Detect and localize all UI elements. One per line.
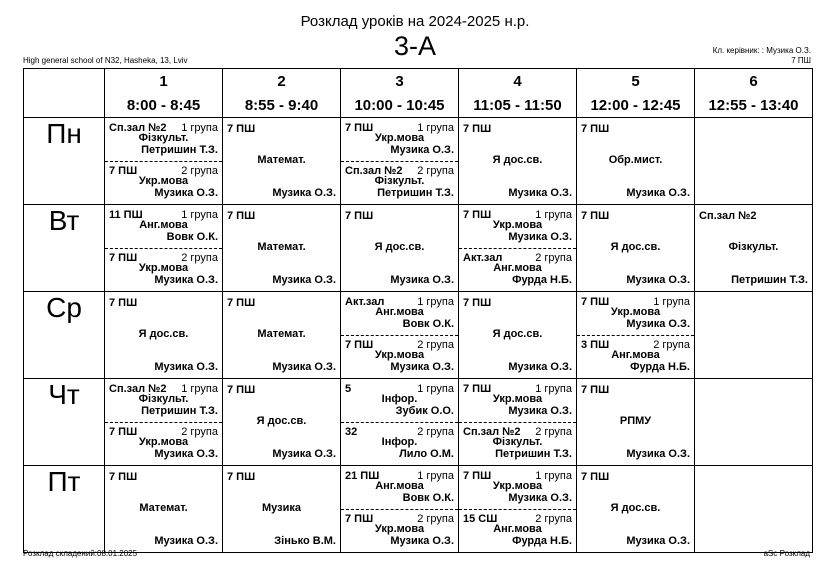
subject-label: Анг.мова bbox=[139, 219, 188, 231]
teacher-label: Музика О.З. bbox=[272, 187, 336, 199]
teacher-label: Фурда Н.Б. bbox=[512, 274, 572, 286]
subject-label: Інфор. bbox=[381, 436, 418, 448]
day-row bbox=[24, 205, 813, 292]
room-label: Сп.зал №2 bbox=[345, 165, 403, 177]
room-label: Акт.зал bbox=[345, 296, 385, 308]
group-lesson-bottom bbox=[105, 161, 222, 203]
teacher-label: Музика О.З. bbox=[390, 274, 454, 286]
period-number: 4 bbox=[513, 73, 522, 90]
day-row bbox=[24, 118, 813, 205]
group-lesson-bottom bbox=[459, 422, 576, 464]
group-lesson-top bbox=[459, 379, 576, 423]
teacher-label: Петришин Т.З. bbox=[495, 448, 572, 460]
group-label: 1 група bbox=[417, 296, 454, 308]
teacher-label: Музика О.З. bbox=[154, 187, 218, 199]
teacher-label: Музика О.З. bbox=[154, 535, 218, 547]
group-lesson-bottom bbox=[341, 335, 458, 377]
group-lesson-bottom bbox=[341, 422, 458, 464]
group-label: 1 група bbox=[181, 209, 218, 221]
lesson-cell bbox=[105, 292, 223, 379]
subject-label: Анг.мова bbox=[493, 262, 542, 274]
teacher-label: Музика О.З. bbox=[390, 535, 454, 547]
period-number: 6 bbox=[749, 73, 758, 90]
full-lesson bbox=[223, 205, 340, 291]
period-time: 12:55 - 13:40 bbox=[708, 97, 799, 114]
full-lesson bbox=[223, 292, 340, 378]
room-label: 7 ПШ bbox=[463, 470, 492, 482]
room-label: Сп.зал №2 bbox=[109, 122, 167, 134]
subject-label: Фізкульт. bbox=[374, 175, 425, 187]
room-label: 7 ПШ bbox=[227, 384, 256, 396]
full-lesson bbox=[223, 118, 340, 204]
subject-label: Укр.мова bbox=[610, 306, 661, 318]
group-label: 1 група bbox=[417, 383, 454, 395]
class-room-label: 7 ПШ bbox=[791, 56, 811, 65]
lesson-cell bbox=[223, 205, 341, 292]
subject-label: Інфор. bbox=[381, 393, 418, 405]
empty-lesson-cell bbox=[695, 118, 813, 205]
subject-label: Анг.мова bbox=[375, 306, 424, 318]
group-label: 2 група bbox=[653, 339, 690, 351]
empty-lesson-cell bbox=[695, 292, 813, 379]
lesson-cell bbox=[341, 205, 459, 292]
group-label: 2 група bbox=[181, 252, 218, 264]
day-name: Ср bbox=[24, 292, 105, 379]
group-lesson-top bbox=[105, 379, 222, 423]
lesson-cell bbox=[459, 466, 577, 553]
group-lesson-top bbox=[341, 466, 458, 510]
group-lesson-bottom bbox=[577, 335, 694, 377]
room-label: 7 ПШ bbox=[109, 471, 138, 483]
group-label: 2 група bbox=[181, 426, 218, 438]
period-number: 1 bbox=[159, 73, 168, 90]
room-label: 7 ПШ bbox=[581, 210, 610, 222]
subject-label: Анг.мова bbox=[375, 480, 424, 492]
subject-label: Укр.мова bbox=[138, 262, 189, 274]
corner-cell bbox=[24, 69, 105, 118]
room-label: Сп.зал №2 bbox=[109, 383, 167, 395]
room-label: 7 ПШ bbox=[581, 296, 610, 308]
subject-label: Обр.мист. bbox=[608, 154, 663, 166]
full-lesson bbox=[577, 118, 694, 204]
day-name: Вт bbox=[24, 205, 105, 292]
split-lesson bbox=[105, 379, 222, 465]
period-time: 12:00 - 12:45 bbox=[590, 97, 681, 114]
room-label: 7 ПШ bbox=[581, 471, 610, 483]
teacher-label: Музика О.З. bbox=[508, 231, 572, 243]
group-lesson-bottom bbox=[459, 248, 576, 290]
period-time: 11:05 - 11:50 bbox=[473, 97, 562, 114]
teacher-label: Музика О.З. bbox=[508, 187, 572, 199]
lesson-cell bbox=[105, 379, 223, 466]
room-label: 7 ПШ bbox=[227, 210, 256, 222]
teacher-label: Музика О.З. bbox=[390, 361, 454, 373]
room-label: 7 ПШ bbox=[463, 297, 492, 309]
period-header bbox=[341, 69, 459, 118]
group-label: 1 група bbox=[417, 122, 454, 134]
group-label: 2 група bbox=[535, 426, 572, 438]
lesson-cell bbox=[341, 379, 459, 466]
lesson-cell bbox=[577, 292, 695, 379]
subject-label: РПМУ bbox=[619, 415, 652, 427]
room-label: 7 ПШ bbox=[109, 252, 138, 264]
teacher-label: Музика О.З. bbox=[154, 361, 218, 373]
teacher-label: Вовк О.К. bbox=[402, 318, 454, 330]
split-lesson bbox=[459, 379, 576, 465]
subject-label: Я дос.св. bbox=[492, 154, 543, 166]
teacher-label: Петришин Т.З. bbox=[377, 187, 454, 199]
room-label: 21 ПШ bbox=[345, 470, 380, 482]
full-lesson bbox=[459, 292, 576, 378]
room-label: 7 ПШ bbox=[227, 123, 256, 135]
teacher-label: Зубик О.О. bbox=[395, 405, 454, 417]
teacher-label: Музика О.З. bbox=[154, 448, 218, 460]
period-number: 5 bbox=[631, 73, 640, 90]
subject-label: Математ. bbox=[139, 502, 188, 514]
lesson-cell bbox=[577, 379, 695, 466]
room-label: 7 ПШ bbox=[345, 122, 374, 134]
teacher-label: Музика О.З. bbox=[508, 361, 572, 373]
teacher-label: Музика О.З. bbox=[626, 448, 690, 460]
teacher-label: Музика О.З. bbox=[626, 535, 690, 547]
lesson-cell bbox=[341, 118, 459, 205]
group-lesson-top bbox=[341, 292, 458, 336]
subject-label: Я дос.св. bbox=[610, 502, 661, 514]
day-name: Пт bbox=[24, 466, 105, 553]
day-name: Чт bbox=[24, 379, 105, 466]
room-label: 7 ПШ bbox=[581, 123, 610, 135]
group-lesson-bottom bbox=[341, 161, 458, 203]
subject-label: Укр.мова bbox=[138, 436, 189, 448]
split-lesson bbox=[341, 466, 458, 552]
subject-label: Укр.мова bbox=[374, 349, 425, 361]
subject-label: Я дос.св. bbox=[256, 415, 307, 427]
class-name: 3-А bbox=[393, 31, 437, 61]
room-label: 5 bbox=[345, 383, 352, 395]
room-label: 7 ПШ bbox=[109, 426, 138, 438]
lesson-cell bbox=[223, 292, 341, 379]
full-lesson bbox=[105, 466, 222, 552]
period-header bbox=[223, 69, 341, 118]
lesson-cell bbox=[341, 466, 459, 553]
teacher-label: Петришин Т.З. bbox=[141, 405, 218, 417]
teacher-label: Музика О.З. bbox=[390, 144, 454, 156]
period-time: 8:55 - 9:40 bbox=[244, 97, 319, 114]
lesson-cell bbox=[223, 379, 341, 466]
teacher-label: Музика О.З. bbox=[272, 448, 336, 460]
full-lesson bbox=[459, 118, 576, 204]
group-lesson-top bbox=[105, 118, 222, 162]
subject-label: Я дос.св. bbox=[138, 328, 189, 340]
period-header bbox=[105, 69, 223, 118]
subject-label: Анг.мова bbox=[493, 523, 542, 535]
group-label: 2 група bbox=[535, 252, 572, 264]
day-name: Пн bbox=[24, 118, 105, 205]
full-lesson bbox=[577, 466, 694, 552]
group-label: 2 група bbox=[181, 165, 218, 177]
room-label: 3 ПШ bbox=[581, 339, 610, 351]
full-lesson bbox=[695, 205, 812, 291]
period-header bbox=[695, 69, 813, 118]
subject-label: Фізкульт. bbox=[728, 241, 779, 253]
full-lesson bbox=[223, 466, 340, 552]
subject-label: Я дос.св. bbox=[610, 241, 661, 253]
subject-label: Укр.мова bbox=[374, 132, 425, 144]
lesson-cell bbox=[459, 118, 577, 205]
teacher-label: Музика О.З. bbox=[626, 187, 690, 199]
full-lesson bbox=[223, 379, 340, 465]
group-label: 2 група bbox=[417, 513, 454, 525]
teacher-label: Петришин Т.З. bbox=[141, 144, 218, 156]
room-label: 7 ПШ bbox=[109, 165, 138, 177]
split-lesson bbox=[459, 205, 576, 291]
lesson-cell bbox=[577, 205, 695, 292]
split-lesson bbox=[459, 466, 576, 552]
room-label: 7 ПШ bbox=[463, 209, 492, 221]
group-label: 1 група bbox=[653, 296, 690, 308]
day-row bbox=[24, 466, 813, 553]
split-lesson bbox=[105, 118, 222, 204]
room-label: Сп.зал №2 bbox=[699, 210, 757, 222]
group-lesson-top bbox=[341, 379, 458, 423]
timetable-grid bbox=[23, 68, 813, 553]
subject-label: Укр.мова bbox=[492, 480, 543, 492]
split-lesson bbox=[341, 292, 458, 378]
empty-lesson-cell bbox=[695, 379, 813, 466]
subject-label: Я дос.св. bbox=[374, 241, 425, 253]
lesson-cell bbox=[459, 292, 577, 379]
group-label: 2 група bbox=[417, 339, 454, 351]
schedule-title: Розклад уроків на 2024-2025 н.р. bbox=[300, 13, 530, 30]
room-label: Сп.зал №2 bbox=[463, 426, 521, 438]
teacher-label: Музика О.З. bbox=[508, 405, 572, 417]
teacher-label: Фурда Н.Б. bbox=[512, 535, 572, 547]
split-lesson bbox=[341, 379, 458, 465]
room-label: Акт.зал bbox=[463, 252, 503, 264]
room-label: 7 ПШ bbox=[345, 513, 374, 525]
period-number: 3 bbox=[395, 73, 404, 90]
room-label: 7 ПШ bbox=[463, 123, 492, 135]
period-header bbox=[577, 69, 695, 118]
group-lesson-top bbox=[459, 205, 576, 249]
group-label: 2 група bbox=[417, 165, 454, 177]
lesson-cell bbox=[459, 205, 577, 292]
software-credit: aSc Розклад bbox=[763, 549, 810, 558]
full-lesson bbox=[341, 205, 458, 291]
group-lesson-bottom bbox=[105, 422, 222, 464]
group-label: 1 група bbox=[181, 383, 218, 395]
group-lesson-top bbox=[577, 292, 694, 336]
subject-label: Укр.мова bbox=[492, 393, 543, 405]
teacher-label: Лило О.М. bbox=[399, 448, 454, 460]
teacher-label: Вовк О.К. bbox=[166, 231, 218, 243]
subject-label: Математ. bbox=[257, 154, 306, 166]
group-label: 2 група bbox=[535, 513, 572, 525]
group-lesson-top bbox=[105, 205, 222, 249]
group-label: 1 група bbox=[417, 470, 454, 482]
split-lesson bbox=[341, 118, 458, 204]
group-label: 1 група bbox=[181, 122, 218, 134]
group-label: 1 група bbox=[535, 470, 572, 482]
lesson-cell bbox=[105, 205, 223, 292]
room-label: 7 ПШ bbox=[463, 383, 492, 395]
full-lesson bbox=[105, 292, 222, 378]
room-label: 7 ПШ bbox=[227, 471, 256, 483]
teacher-label: Музика О.З. bbox=[508, 492, 572, 504]
subject-label: Я дос.св. bbox=[492, 328, 543, 340]
lesson-cell bbox=[223, 466, 341, 553]
period-time: 10:00 - 10:45 bbox=[354, 97, 445, 114]
full-lesson bbox=[577, 379, 694, 465]
lesson-cell bbox=[105, 466, 223, 553]
lesson-cell bbox=[695, 205, 813, 292]
teacher-label: Музика О.З. bbox=[154, 274, 218, 286]
day-row bbox=[24, 292, 813, 379]
subject-label: Фізкульт. bbox=[138, 393, 189, 405]
subject-label: Фізкульт. bbox=[492, 436, 543, 448]
room-label: 7 ПШ bbox=[345, 210, 374, 222]
day-row bbox=[24, 379, 813, 466]
teacher-label: Музика О.З. bbox=[626, 274, 690, 286]
room-label: 7 ПШ bbox=[109, 297, 138, 309]
teacher-label: Петришин Т.З. bbox=[731, 274, 808, 286]
subject-label: Укр.мова bbox=[374, 523, 425, 535]
subject-label: Анг.мова bbox=[611, 349, 660, 361]
school-name: High general school of N32, Hasheka, 13, Lviv bbox=[23, 56, 188, 65]
subject-label: Математ. bbox=[257, 241, 306, 253]
lesson-cell bbox=[577, 466, 695, 553]
room-label: 7 ПШ bbox=[581, 384, 610, 396]
room-label: 7 ПШ bbox=[345, 339, 374, 351]
group-lesson-top bbox=[341, 118, 458, 162]
full-lesson bbox=[577, 205, 694, 291]
subject-label: Фізкульт. bbox=[138, 132, 189, 144]
teacher-label: Музика О.З. bbox=[272, 274, 336, 286]
group-label: 1 група bbox=[535, 209, 572, 221]
period-header bbox=[459, 69, 577, 118]
subject-label: Укр.мова bbox=[492, 219, 543, 231]
lesson-cell bbox=[341, 292, 459, 379]
empty-lesson-cell bbox=[695, 466, 813, 553]
room-label: 7 ПШ bbox=[227, 297, 256, 309]
subject-label: Укр.мова bbox=[138, 175, 189, 187]
created-date: Розклад складений:08.01.2025 bbox=[23, 549, 138, 558]
subject-label: Математ. bbox=[257, 328, 306, 340]
group-label: 1 група bbox=[535, 383, 572, 395]
teacher-label: Фурда Н.Б. bbox=[630, 361, 690, 373]
split-lesson bbox=[105, 205, 222, 291]
class-teacher-info bbox=[713, 46, 811, 66]
lesson-cell bbox=[105, 118, 223, 205]
period-header-row bbox=[24, 69, 813, 118]
lesson-cell bbox=[459, 379, 577, 466]
teacher-label: Зінько В.М. bbox=[274, 535, 336, 547]
group-label: 2 група bbox=[417, 426, 454, 438]
split-lesson bbox=[577, 292, 694, 378]
teacher-label: Вовк О.К. bbox=[402, 492, 454, 504]
group-lesson-bottom bbox=[105, 248, 222, 290]
group-lesson-bottom bbox=[341, 509, 458, 551]
teacher-label: Музика О.З. bbox=[272, 361, 336, 373]
room-label: 11 ПШ bbox=[109, 209, 143, 221]
class-teacher-label: Кл. керівник: : Музика О.З. bbox=[712, 46, 811, 55]
lesson-cell bbox=[577, 118, 695, 205]
lesson-cell bbox=[223, 118, 341, 205]
period-number: 2 bbox=[277, 73, 286, 90]
room-label: 32 bbox=[345, 426, 358, 438]
subject-label: Музика bbox=[262, 502, 301, 514]
room-label: 15 СШ bbox=[463, 513, 498, 525]
teacher-label: Музика О.З. bbox=[626, 318, 690, 330]
group-lesson-top bbox=[459, 466, 576, 510]
period-time: 8:00 - 8:45 bbox=[126, 97, 201, 114]
group-lesson-bottom bbox=[459, 509, 576, 551]
